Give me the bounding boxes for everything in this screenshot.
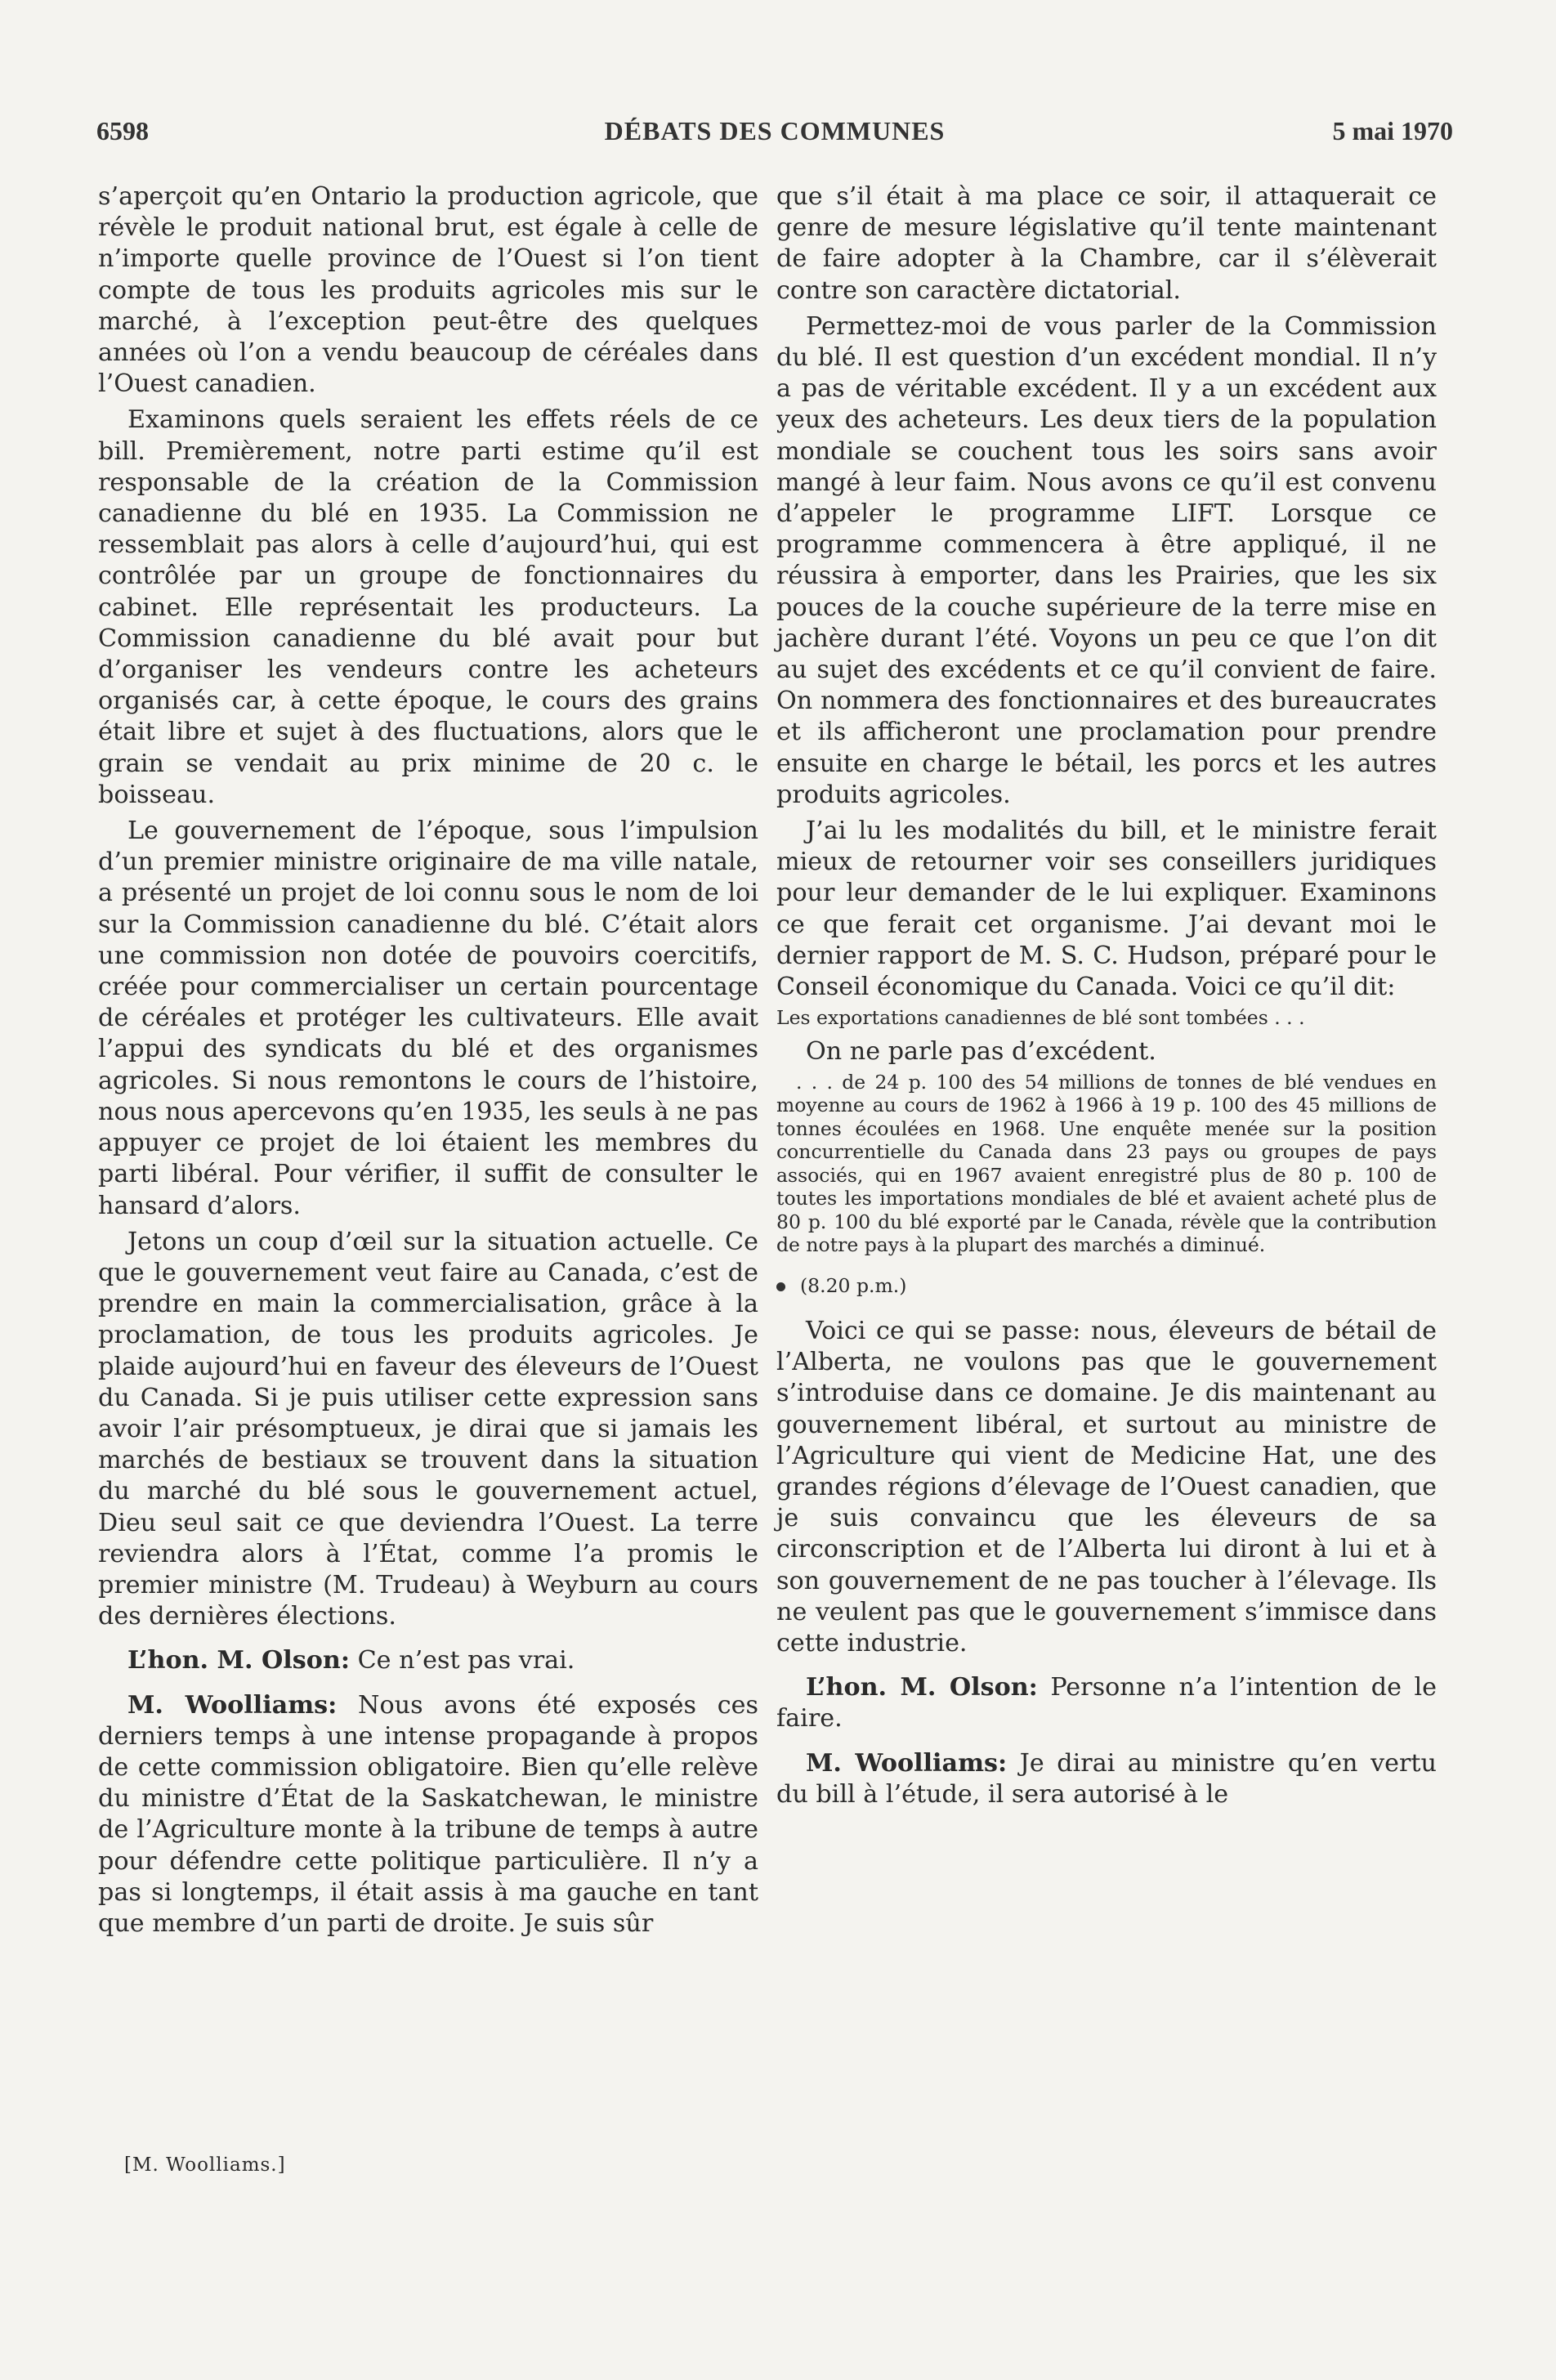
page-title: DÉBATS DES COMMUNES xyxy=(604,116,946,145)
speaker-note: [M. Woolliams.] xyxy=(124,2154,286,2176)
time-text: (8.20 p.m.) xyxy=(800,1273,907,1297)
page-number: 6598 xyxy=(96,116,149,145)
paragraph: Jetons un coup d’œil sur la situation actuelle. Ce que le gouvernement veut faire au Canada, c’est de prendre en main la commercialisation, grâce à la proclamation, de tous les produits agricoles. Je plaide aujourd’hui en faveur des éleveurs de l’Ouest du Canada. Si je puis utiliser cette expression sans avoir l’air présomptueux, je dirai que si jamais les marchés de bestiaux se trouvent dans la situation du marché du blé sous le gouvernement actuel, Dieu seul sait ce que deviendra l’Ouest. La terre reviendra alors à l’État, comme l’a promis le premier ministre (M. Trudeau) à Weyburn au cours des dernières élections. xyxy=(98,1227,758,1631)
speech-text: Ce n’est pas vrai. xyxy=(349,1646,575,1675)
paragraph: que s’il était à ma place ce soir, il attaquerait ce genre de mesure législative qu’il tente maintenant de faire adopter à la Chambre, car il s’élèverait contre son caractère dictatorial. xyxy=(776,182,1437,305)
block-quote: Les exportations canadiennes de blé sont tombées . . . xyxy=(776,1006,1305,1030)
bullet-icon xyxy=(776,1282,785,1291)
speech-woolliams xyxy=(776,1748,1437,1810)
paragraph: Le gouvernement de l’époque, sous l’impulsion d’un premier ministre originaire de ma ville natale, a présenté un projet de loi connu sous le nom de loi sur la Commission canadienne du blé. C’était alors une commission non dotée de pouvoirs coercitifs, créée pour commercialiser un certain pourcentage de céréales et protéger les cultivateurs. Elle avait l’appui des syndicats du blé et des organismes agricoles. Si nous remontons le cours de l’histoire, nous nous apercevons qu’en 1935, les seuls à ne pas appuyer ce projet de loi étaient les membres du parti libéral. Pour vérifier, il suffit de consulter le hansard d’alors. xyxy=(98,816,758,1220)
speech-text: Je dirai au ministre qu’en vertu du bill à l’étude, il sera autorisé à le xyxy=(776,1748,1437,1809)
speech-olson xyxy=(98,1645,758,1676)
block-quote: . . . de 24 p. 100 des 54 millions de tonnes de blé vendues en moyenne au cours de 1962 à 1966 à 19 p. 100 des 45 millions de tonnes écoulées en 1968. Une enquête menée sur la position concurrentielle du Canada dans 23 pays ou groupes de pays associés, qui en 1967 avaient enregistré plus de 80 p. 100 de toutes les importations mondiales de blé et avaient acheté plus de 80 p. 100 du blé exporté par le Canada, révèle que la contribution de notre pays à la plupart des marchés a diminué. xyxy=(776,1070,1437,1257)
time-marker xyxy=(776,1273,1437,1298)
paragraph: On ne parle pas d’excédent. xyxy=(806,1036,1156,1066)
speaker-name: M. Woolliams: xyxy=(806,1748,1008,1778)
paragraph: Examinons quels seraient les effets réels de ce bill. Premièrement, notre parti estime qu’il est responsable de la création de la Commission canadienne du blé en 1935. La Commission ne ressemblait pas alors à celle d’aujourd’hui, qui est contrôlée par un groupe de fonctionnaires du cabinet. Elle représentait les producteurs. La Commission canadienne du blé avait pour but d’organiser les vendeurs contre les acheteurs organisés car, à cette époque, le cours des grains était libre et sujet à des fluctuations, alors que le grain se vendait au prix minime de 20 c. le boisseau. xyxy=(98,405,758,809)
speech-olson xyxy=(776,1672,1437,1734)
right-column xyxy=(776,181,1437,1810)
left-column xyxy=(98,181,758,1939)
paragraph: Voici ce qui se passe: nous, éleveurs de bétail de l’Alberta, ne voulons pas que le gouvernement s’introduise dans ce domaine. Je dis maintenant au gouvernement libéral, et surtout au ministre de l’Agriculture qui vient de Medicine Hat, une des grandes régions d’élevage de l’Ouest canadien, que je suis convaincu que les éleveurs de sa circonscription et de l’Alberta lui diront à lui et à son gouvernement de ne pas toucher à l’élevage. Ils ne veulent pas que le gouvernement s’immisce dans cette industrie. xyxy=(776,1316,1437,1658)
speech-text: Nous avons été exposés ces derniers temps à une intense propagande à propos de cette commission obligatoire. Bien qu’elle relève du ministre d’État de la Saskatchewan, le ministre de l’Agriculture monte à la tribune de temps à autre pour défendre cette politique particulière. Il n’y a pas si longtemps, il était assis à ma gauche en tant que membre d’un parti de droite. Je suis sûr xyxy=(98,1690,759,1938)
speech-text: Personne n’a l’intention de le faire. xyxy=(776,1673,1437,1734)
speaker-name: L’hon. M. Olson: xyxy=(127,1646,350,1675)
speaker-name: M. Woolliams: xyxy=(127,1690,338,1720)
page-date: 5 mai 1970 xyxy=(1332,116,1453,145)
speech-woolliams xyxy=(98,1690,758,1940)
speaker-name: L’hon. M. Olson: xyxy=(806,1673,1038,1702)
paragraph: Permettez-moi de vous parler de la Commission du blé. Il est question d’un excédent mondial. Il n’y a pas de véritable excédent. Il y a un excédent aux yeux des acheteurs. Les deux tiers de la population mondiale se couchent tous les soirs sans avoir mangé à leur faim. Nous avons ce qu’il est convenu d’appeler le programme LIFT. Lorsque ce programme commencera à être appliqué, il ne réussira à emporter, dans les Prairies, que les six pouces de la couche supérieure de la terre mise en jachère durant l’été. Voyons un peu ce que l’on dit au sujet des excédents et ce qu’il convient de faire. On nommera des fonctionnaires et des bureaucrates et ils afficheront une proclamation pour prendre ensuite en charge le bétail, les porcs et les autres produits agricoles. xyxy=(776,311,1437,809)
paragraph: J’ai lu les modalités du bill, et le ministre ferait mieux de retourner voir ses conseillers juridiques pour leur demander de le lui expliquer. Examinons ce que ferait cet organisme. J’ai devant moi le dernier rapport de M. S. C. Hudson, préparé pour le Conseil économique du Canada. Voici ce qu’il dit: xyxy=(776,816,1437,1002)
page-header xyxy=(96,116,1453,154)
paragraph: s’aperçoit qu’en Ontario la production agricole, que révèle le produit national brut, est égale à celle de n’importe quelle province de l’Ouest si l’on tient compte de tous les produits agricoles mis sur le marché, à l’exception peut-être des quelques années où l’on a vendu beaucoup de céréales dans l’Ouest canadien. xyxy=(98,182,758,399)
